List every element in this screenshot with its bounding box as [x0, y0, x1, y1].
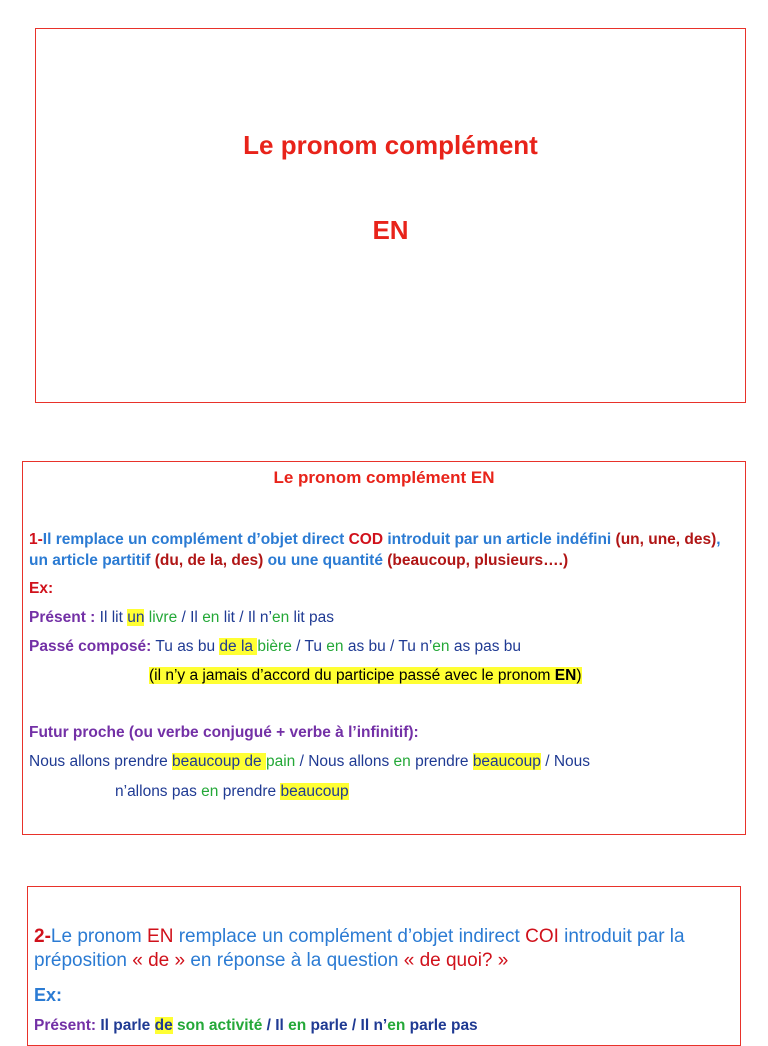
- present-example: Présent: Il parle de son activité / Il en parle / Il n’en parle pas: [34, 1017, 478, 1034]
- futur-proche-label: Futur proche (ou verbe conjugué + verbe à l’infinitif):: [29, 724, 419, 741]
- slide-heading: Le pronom complément EN: [273, 468, 495, 487]
- example-label: Ex:: [29, 580, 54, 597]
- rule-2-text: 2-Le pronom EN remplace un complément d’objet indirect COI introduit par la préposition « de » en réponse à la question « de quoi? »: [34, 926, 685, 971]
- rule1-slide: [22, 461, 746, 835]
- passe-compose-example: Passé composé: Tu as bu de la bière / Tu en as bu / Tu n’en as pas bu: [29, 638, 522, 655]
- agreement-note: (il n’y a jamais d’accord du participe passé avec le pronom EN): [149, 667, 582, 684]
- slide-title: Le pronom complément: [243, 130, 538, 160]
- title-slide: [35, 28, 746, 403]
- rule-1-text: 1-Il remplace un complément d’objet direct COD introduit par un article indéfini (un, une, des), un article partitif (du, de la, des) ou une quantité (beaucoup, plusieurs….): [29, 531, 721, 569]
- present-example: Présent : Il lit un livre / Il en lit / Il n’en lit pas: [29, 609, 335, 626]
- rule2-slide: [27, 886, 741, 1046]
- example-label: Ex:: [34, 985, 63, 1005]
- futur-proche-example: Nous allons prendre beaucoup de pain / Nous allons en prendre beaucoup / Nous: [29, 753, 591, 770]
- futur-proche-example-cont: n’allons pas en prendre beaucoup: [115, 783, 349, 800]
- slide-subtitle: EN: [372, 215, 409, 245]
